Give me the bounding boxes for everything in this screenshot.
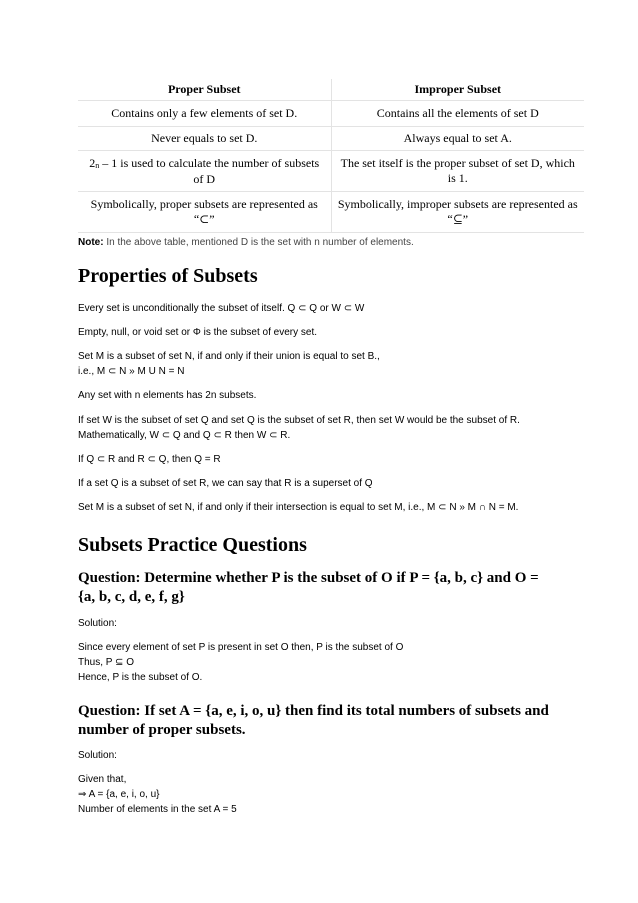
- property-item: If Q ⊂ R and R ⊂ Q, then Q = R: [78, 454, 221, 465]
- property-item: [78, 413, 578, 443]
- question-2: Question: If set A = {a, e, i, o, u} then find its total numbers of subsets and number of proper subsets.: [78, 703, 549, 738]
- table-cell: Symbolically, proper subsets are represented as “⊂”: [78, 192, 331, 233]
- solution-line: Number of elements in the set A = 5: [78, 804, 237, 815]
- solution-line: Since every element of set P is present in set O then, P is the subset of O: [78, 642, 404, 653]
- table-cell: Always equal to set A.: [331, 127, 584, 151]
- practice-heading: Subsets Practice Questions: [78, 534, 307, 556]
- table-header: Proper Subset: [78, 79, 331, 101]
- formula-subscript: n: [95, 160, 100, 170]
- table-cell: Never equals to set D.: [78, 127, 331, 151]
- property-item: Every set is unconditionally the subset of itself. Q ⊂ Q or W ⊂ W: [78, 303, 365, 314]
- property-item: If a set Q is a subset of set R, we can say that R is a superset of Q: [78, 478, 373, 489]
- table-row: [78, 151, 584, 192]
- note-label: Note:: [78, 237, 104, 248]
- formula-base: 2: [89, 155, 96, 170]
- property-line: i.e., M ⊂ N » M U N = N: [78, 366, 185, 377]
- table-header-row: [78, 79, 584, 101]
- property-line: If set W is the subset of set Q and set Q is the subset of set R, then set W would be the subset of R.: [78, 415, 520, 426]
- solution-body: [78, 772, 578, 817]
- property-line: Set M is a subset of set N, if and only if their union is equal to set B.,: [78, 351, 380, 362]
- question-1: Question: Determine whether P is the subset of O if P = {a, b, c} and O = {a, b, c, d, e, f, g}: [78, 570, 539, 605]
- solution-line: Thus, P ⊆ O: [78, 657, 134, 668]
- table-cell: The set itself is the proper subset of set D, which is 1.: [331, 151, 584, 192]
- solution-line: Given that,: [78, 774, 127, 785]
- note-text: In the above table, mentioned D is the set with n number of elements.: [103, 237, 414, 248]
- solution-label: Solution:: [78, 618, 117, 629]
- table-cell-formula: [78, 151, 331, 192]
- subset-comparison-table: [78, 79, 584, 233]
- table-row: [78, 127, 584, 151]
- property-line: Mathematically, W ⊂ Q and Q ⊂ R then W ⊂ R.: [78, 430, 291, 441]
- table-row: [78, 192, 584, 233]
- table-cell: Contains all the elements of set D: [331, 101, 584, 127]
- solution-body: [78, 640, 578, 685]
- properties-heading: Properties of Subsets: [78, 265, 258, 287]
- formula-text: – 1 is used to calculate the number of subsets of D: [99, 155, 320, 186]
- table-row: [78, 101, 584, 127]
- solution-line: ⇒ A = {a, e, i, o, u}: [78, 789, 160, 800]
- solution-label: Solution:: [78, 750, 117, 761]
- table-note: [78, 235, 578, 250]
- table-cell: Symbolically, improper subsets are represented as “⊆”: [331, 192, 584, 233]
- property-item: Any set with n elements has 2n subsets.: [78, 390, 257, 401]
- table-cell: Contains only a few elements of set D.: [78, 101, 331, 127]
- property-item: [78, 349, 578, 379]
- property-item: Empty, null, or void set or Φ is the subset of every set.: [78, 327, 318, 338]
- table-header: Improper Subset: [331, 79, 584, 101]
- solution-line: Hence, P is the subset of O.: [78, 672, 203, 683]
- property-item: Set M is a subset of set N, if and only if their intersection is equal to set M, i.e., M ⊂ N » M ∩ N = M.: [78, 502, 519, 513]
